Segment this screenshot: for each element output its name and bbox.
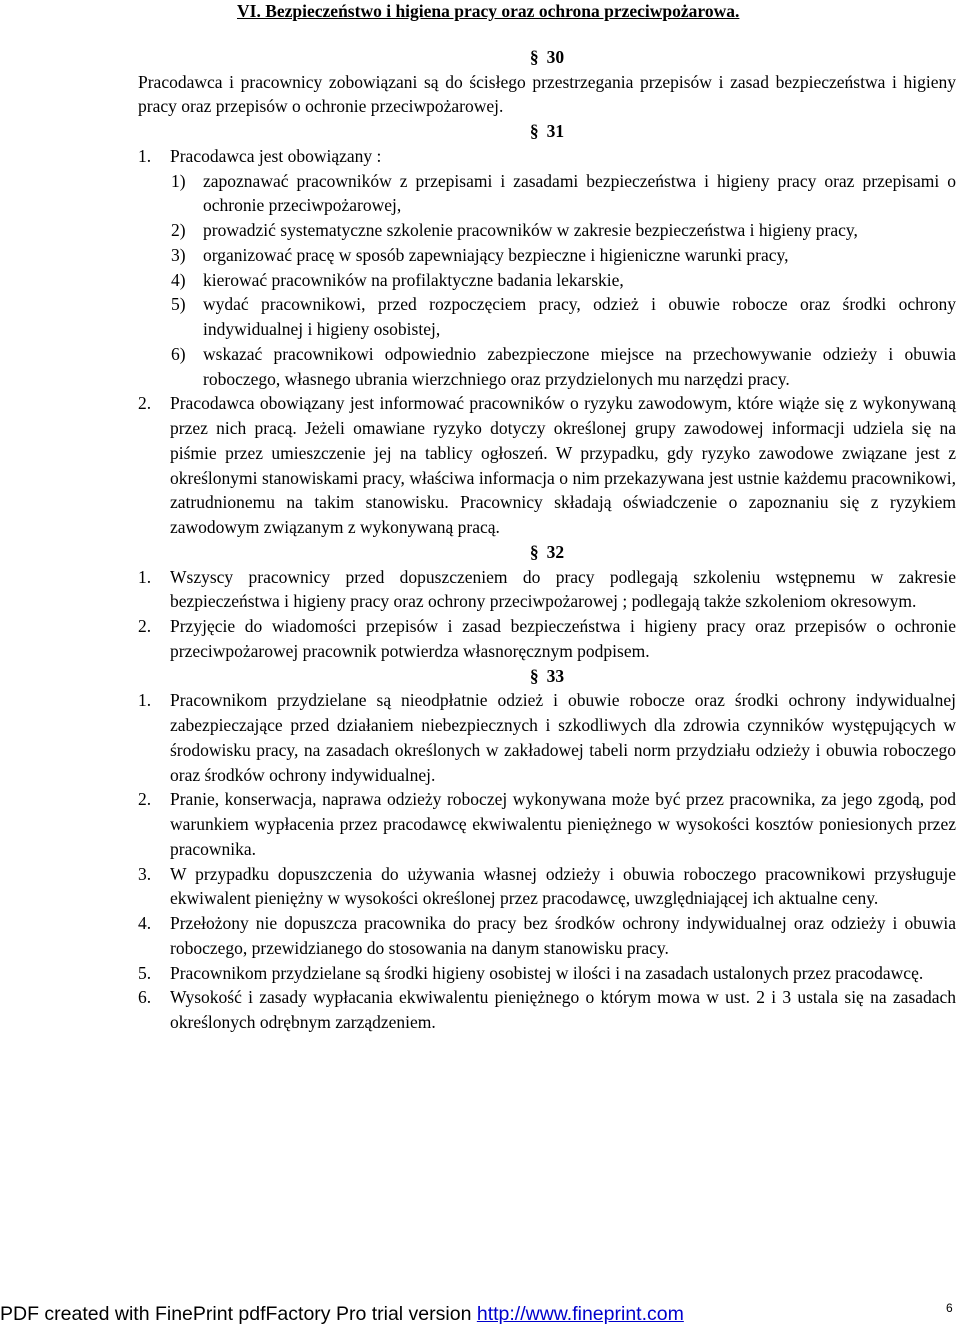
footer-link[interactable]: http://www.fineprint.com (476, 1303, 684, 1325)
numbered-point (138, 787, 956, 861)
numbered-point (138, 688, 956, 787)
document-body (138, 0, 956, 1035)
subitem (138, 169, 956, 219)
section-31-point-1-lead (138, 144, 956, 169)
section-32-heading (138, 540, 956, 565)
item-text: Pracownikom przydzielane są nieodpłatnie odzież i obuwie robocze oraz środki ochrony indywidualnej zabezpieczające przed działaniem niebezpiecznych i szkodliwych dla zdrowia czynników występujących w środowisku pracy, na zasadach określonych w zakładowej tabeli norm przydziału odzieży i obuwia roboczego oraz środków ochrony indywidualnej. (170, 690, 956, 785)
section-30-number: 30 (546, 46, 565, 67)
item-number: 6) (171, 343, 186, 364)
item-number: 1. (138, 566, 152, 587)
item-text: Wszyscy pracownicy przed dopuszczeniem do pracy podlegają szkoleniu wstępnemu w zakresie bezpieczeństwa i higieny pracy oraz ochrony przeciwpożarowej ; podlegają także szkoleniom okresowym. (170, 566, 956, 612)
section-31-number: 31 (546, 121, 565, 141)
section-33-points (138, 688, 956, 1035)
point-text: Pracodawca obowiązany jest informować pracowników o ryzyku zawodowym, które wiąże się z wykonywaną przez nich pracą. Jeżeli omawiane ryzyko dotyczy określonej grupy zawodowej informacji udziela się na piśmie przez umieszczenie jej na tablicy ogłoszeń. W przypadku, gdy ryzyko zawodowe związane jest z określonymi stanowiskami pracy, właściwa informacja o nim przekazywana jest ustnie każdemu pracownikowi, zatrudnionemu na takim stanowisku. Pracownicy składają oświadczenie o zapoznaniu się z ryzykiem zawodowym związanym z wykonywaną pracą. (170, 393, 956, 537)
item-number: 1) (171, 170, 186, 191)
item-number: 2. (138, 616, 152, 636)
item-text: kierować pracowników na profilaktyczne badania lekarskie, (203, 269, 624, 290)
section-sign: § (529, 46, 539, 67)
subitem (138, 218, 956, 243)
section-32-points (138, 565, 956, 664)
item-number: 4. (138, 913, 152, 933)
numbered-point (138, 862, 956, 912)
chapter-title: VI. Bezpieczeństwo i higiena pracy oraz ochrona przeciwpożarowa. (237, 1, 740, 21)
subitem (138, 342, 956, 392)
item-text: W przypadku dopuszczenia do używania własnej odzieży i obuwia roboczego pracownikowi przysługuje ekwiwalent pieniężny w wysokości określonej przez pracodawcę, uwzględniającej ich aktualne ceny. (170, 863, 956, 909)
section-31-heading (138, 119, 956, 144)
section-31-point-2 (138, 391, 956, 540)
subitem (138, 292, 956, 342)
item-number: 1. (138, 690, 152, 711)
section-30-text: Pracodawca i pracownicy zobowiązani są do ścisłego przestrzegania przepisów i zasad bezpieczeństwa i higieny pracy oraz przepisów o ochronie przeciwpożarowej. (138, 71, 956, 117)
numbered-point (138, 985, 956, 1035)
chapter-title-row (138, 0, 956, 25)
item-text: Pracownikom przydzielane są środki higieny osobistej w ilości i na zasadach ustalonych przez pracodawcę. (170, 962, 924, 983)
footer-text: PDF created with FinePrint pdfFactory Pro trial version (0, 1303, 477, 1325)
section-32-number: 32 (546, 541, 565, 562)
numbered-point (138, 961, 956, 986)
point-lead-text: Pracodawca jest obowiązany : (170, 145, 382, 166)
section-sign: § (529, 665, 539, 686)
item-number: 3) (171, 244, 186, 265)
point-number: 1. (138, 145, 152, 166)
item-number: 4) (171, 269, 186, 290)
item-text: Wysokość i zasady wypłacania ekwiwalentu pieniężnego o którym mowa w ust. 2 i 3 ustala się na zasadach określonych odrębnym zarządzeniem. (170, 987, 956, 1032)
item-number: 5. (138, 962, 152, 983)
item-number: 6. (138, 987, 152, 1008)
section-sign: § (529, 541, 539, 562)
subitem (138, 268, 956, 293)
item-number: 2) (171, 220, 186, 240)
item-text: wydać pracownikowi, przed rozpoczęciem pracy, odzież i obuwie robocze oraz środki ochrony indywidualnej i higieny osobistej, (203, 294, 956, 339)
section-30-heading (138, 45, 956, 70)
section-31-subitems (138, 169, 956, 392)
item-text: prowadzić systematyczne szkolenie pracowników w zakresie bezpieczeństwa i higieny pracy, (203, 220, 858, 240)
item-text: organizować pracę w sposób zapewniający bezpieczne i higieniczne warunki pracy, (203, 244, 789, 265)
pdf-footer (0, 1300, 960, 1328)
subitem (138, 243, 956, 268)
section-33-heading (138, 664, 956, 689)
item-text: Przełożony nie dopuszcza pracownika do pracy bez środków ochrony indywidualnej oraz odzieży i obuwia roboczego, przewidzianego do stosowania na danym stanowisku pracy. (170, 913, 956, 958)
item-text: Przyjęcie do wiadomości przepisów i zasad bezpieczeństwa i higieny pracy oraz przepisów o ochronie przeciwpożarowej pracownik potwierdza własnoręcznym podpisem. (170, 616, 956, 661)
item-number: 3. (138, 863, 152, 884)
item-number: 2. (138, 789, 152, 810)
point-number: 2. (138, 393, 152, 414)
item-text: wskazać pracownikowi odpowiednio zabezpieczone miejsce na przechowywanie odzieży i obuwia roboczego, własnego ubrania wierzchniego oraz przydzielonych mu narzędzi pracy. (203, 343, 956, 389)
numbered-point (138, 614, 956, 664)
item-text: zapoznawać pracowników z przepisami i zasadami bezpieczeństwa i higieny pracy oraz przepisami o ochronie przeciwpożarowej, (203, 170, 956, 216)
item-text: Pranie, konserwacja, naprawa odzieży roboczej wykonywana może być przez pracownika, za jego zgodą, pod warunkiem wypłacenia przez pracodawcę ekwiwalentu pieniężnego w wysokości kosztów poniesionych przez pracownika. (170, 789, 956, 859)
numbered-point (138, 911, 956, 961)
section-33-number: 33 (546, 665, 565, 686)
item-number: 5) (171, 294, 186, 315)
numbered-point (138, 565, 956, 615)
section-sign: § (529, 121, 539, 141)
page-number: 6 (946, 1301, 953, 1315)
